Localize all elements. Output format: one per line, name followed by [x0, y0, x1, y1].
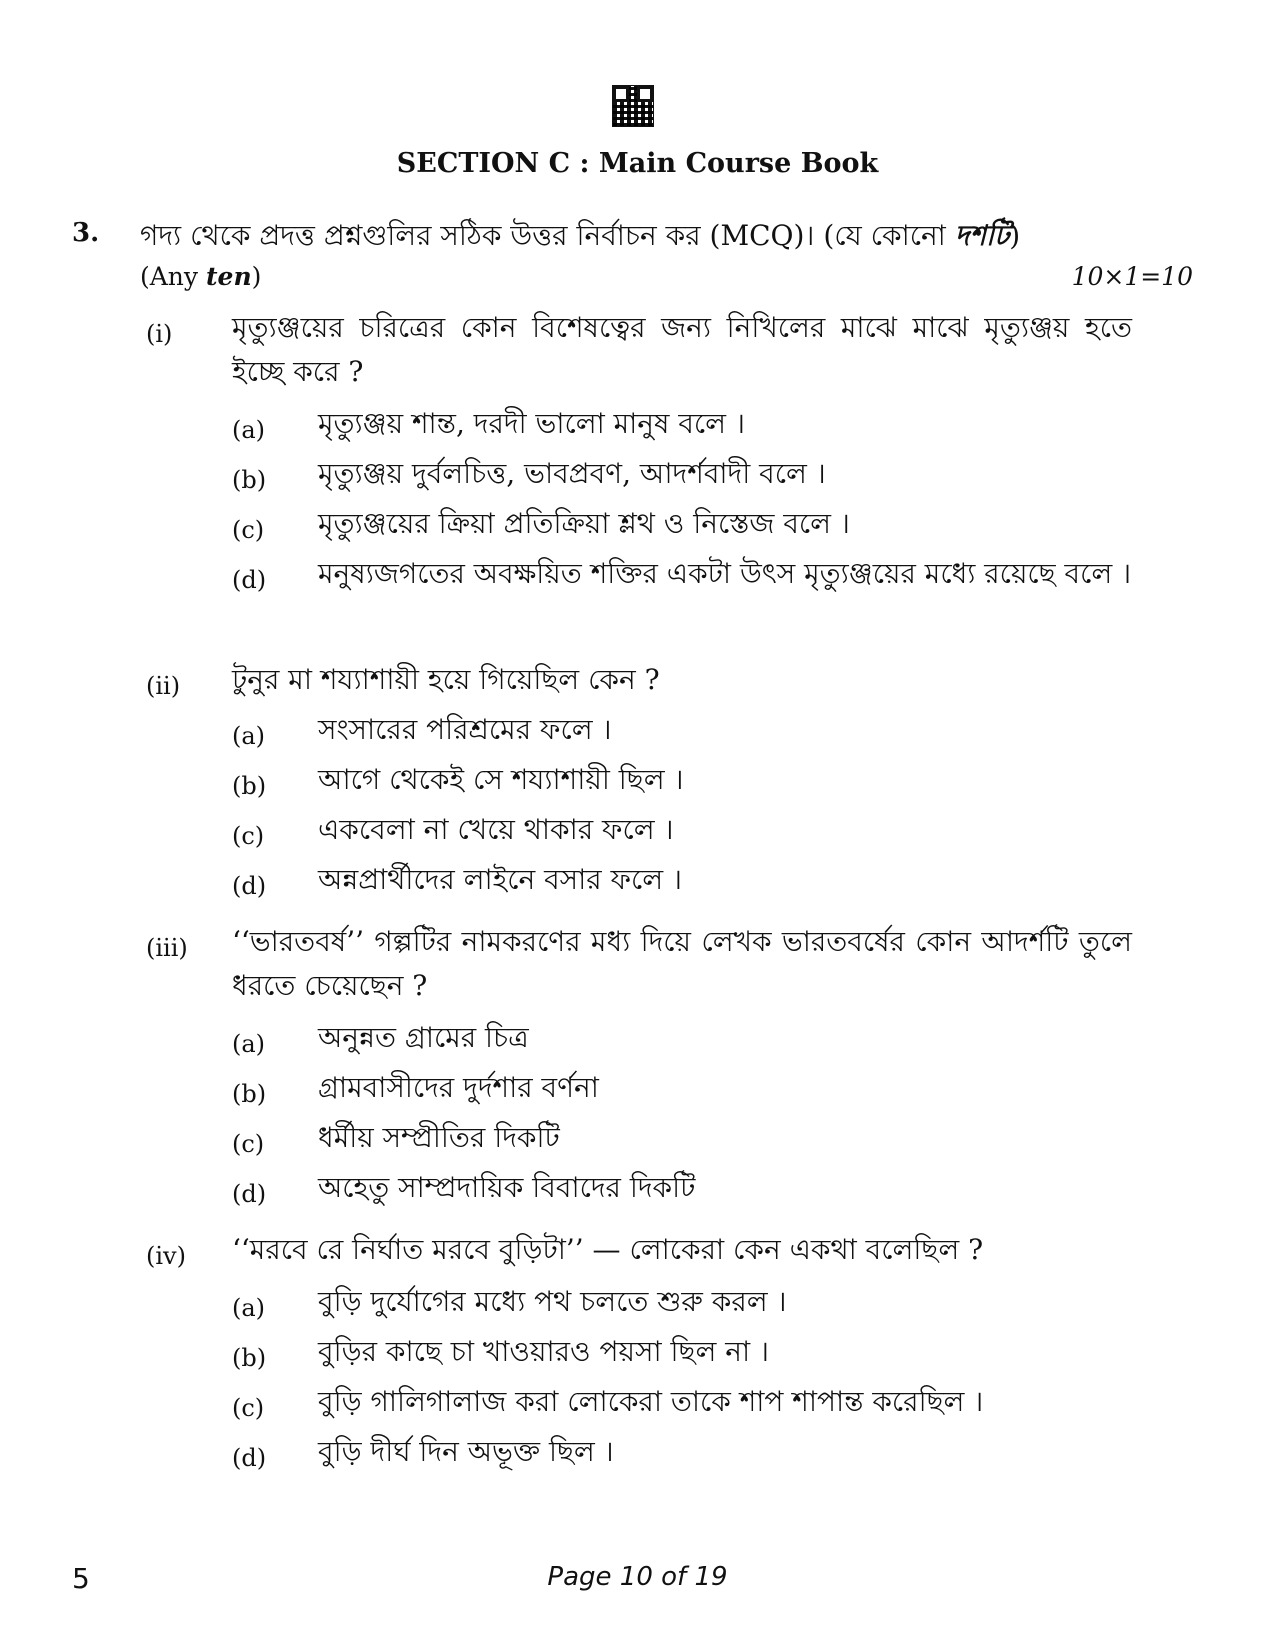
option-text: অনুন্নত গ্রামের চিত্র — [318, 1021, 529, 1054]
option-text: বুড়ির কাছে চা খাওয়ারও পয়সা ছিল না । — [318, 1335, 769, 1368]
subquestion-label: (ii) — [146, 672, 181, 700]
instruction-emphasis: দশটি — [954, 219, 1010, 252]
subquestion-label: (iv) — [146, 1242, 186, 1270]
option-text: বুড়ি দুর্যোগের মধ্যে পথ চলতে শুরু করল । — [318, 1285, 787, 1318]
subquestion-label: (iii) — [146, 934, 188, 962]
option-label: (b) — [232, 466, 267, 494]
subquestion-text: টুনুর মা শয্যাশায়ী হয়ে গিয়েছিল কেন ? — [232, 663, 660, 696]
subquestion-text: ‘‘মরবে রে নির্ঘাত মরবে বুড়িটা’’ — লোকেরা কেন একথা বলেছিল ? — [232, 1233, 984, 1266]
option-text: একবেলা না খেয়ে থাকার ফলে । — [318, 813, 674, 846]
option-text: বুড়ি দীর্ঘ দিন অভূক্ত ছিল । — [318, 1435, 614, 1468]
option-label: (a) — [232, 722, 266, 750]
option-text: গ্রামবাসীদের দুর্দশার বর্ণনা — [318, 1071, 599, 1104]
option-text: অন্নপ্রার্থীদের লাইনে বসার ফলে । — [318, 863, 683, 896]
option-label: (a) — [232, 416, 266, 444]
option-text: আগে থেকেই সে শয্যাশায়ী ছিল । — [318, 763, 684, 796]
option-text: ধর্মীয় সম্প্রীতির দিকটি — [318, 1121, 560, 1154]
option-label: (b) — [232, 1080, 267, 1108]
option-text: অহেতু সাম্প্রদায়িক বিবাদের দিকটি — [318, 1171, 696, 1204]
option-label: (a) — [232, 1030, 266, 1058]
option-text: মৃত্যুঞ্জয় দুর্বলচিত্ত, ভাবপ্রবণ, আদর্শবাদী বলে । — [318, 457, 826, 490]
option-label: (c) — [232, 1130, 265, 1158]
option-label: (c) — [232, 822, 265, 850]
option-label: (c) — [232, 1394, 265, 1422]
any-ten-note: (Any ten) — [140, 262, 262, 291]
option-text: মনুষ্যজগতের অবক্ষয়িত শক্তির একটা উৎস মৃত্যুঞ্জয়ের মধ্যে রয়েছে বলে । — [318, 557, 1132, 590]
option-label: (b) — [232, 772, 267, 800]
option-text: সংসারের পরিশ্রমের ফলে । — [318, 713, 612, 746]
option-label: (d) — [232, 566, 267, 594]
option-label: (a) — [232, 1294, 266, 1322]
question-number: 3. — [72, 218, 100, 248]
option-label: (c) — [232, 516, 265, 544]
option-label: (d) — [232, 1444, 267, 1472]
option-text: বুড়ি গালিগালাজ করা লোকেরা তাকে শাপ শাপান্ত করেছিল । — [318, 1385, 984, 1418]
set-number: 5 — [72, 1562, 90, 1595]
section-title: SECTION C : Main Course Book — [396, 148, 879, 179]
question-instruction: গদ্য থেকে প্রদত্ত প্রশ্নগুলির সঠিক উত্তর নির্বাচন কর (MCQ)। (যে কোনো দশটি) — [140, 219, 1021, 252]
subquestion-text: ‘‘ভারতবর্ষ’’ গল্পটির নামকরণের মধ্য দিয়ে লেখক ভারতবর্ষের কোন আদর্শটি তুলে ধরতে চেয়েছেন ? — [232, 925, 1132, 1002]
page-number: Page 10 of 19 — [547, 1562, 728, 1592]
subquestion-text: মৃত্যুঞ্জয়ের চরিত্রের কোন বিশেষত্বের জন্য নিখিলের মাঝে মাঝে মৃত্যুঞ্জয় হতে ইচ্ছে করে ? — [232, 311, 1132, 388]
option-text: মৃত্যুঞ্জয়ের ক্রিয়া প্রতিক্রিয়া শ্লথ ও নিস্তেজ বলে । — [318, 507, 850, 540]
option-text: মৃত্যুঞ্জয় শান্ত, দরদী ভালো মানুষ বলে । — [318, 407, 745, 440]
marks-allocation: 10×1=10 — [1071, 262, 1193, 291]
option-label: (d) — [232, 872, 267, 900]
option-label: (d) — [232, 1180, 267, 1208]
qr-code — [613, 86, 653, 126]
option-label: (b) — [232, 1344, 267, 1372]
subquestion-label: (i) — [146, 320, 173, 348]
